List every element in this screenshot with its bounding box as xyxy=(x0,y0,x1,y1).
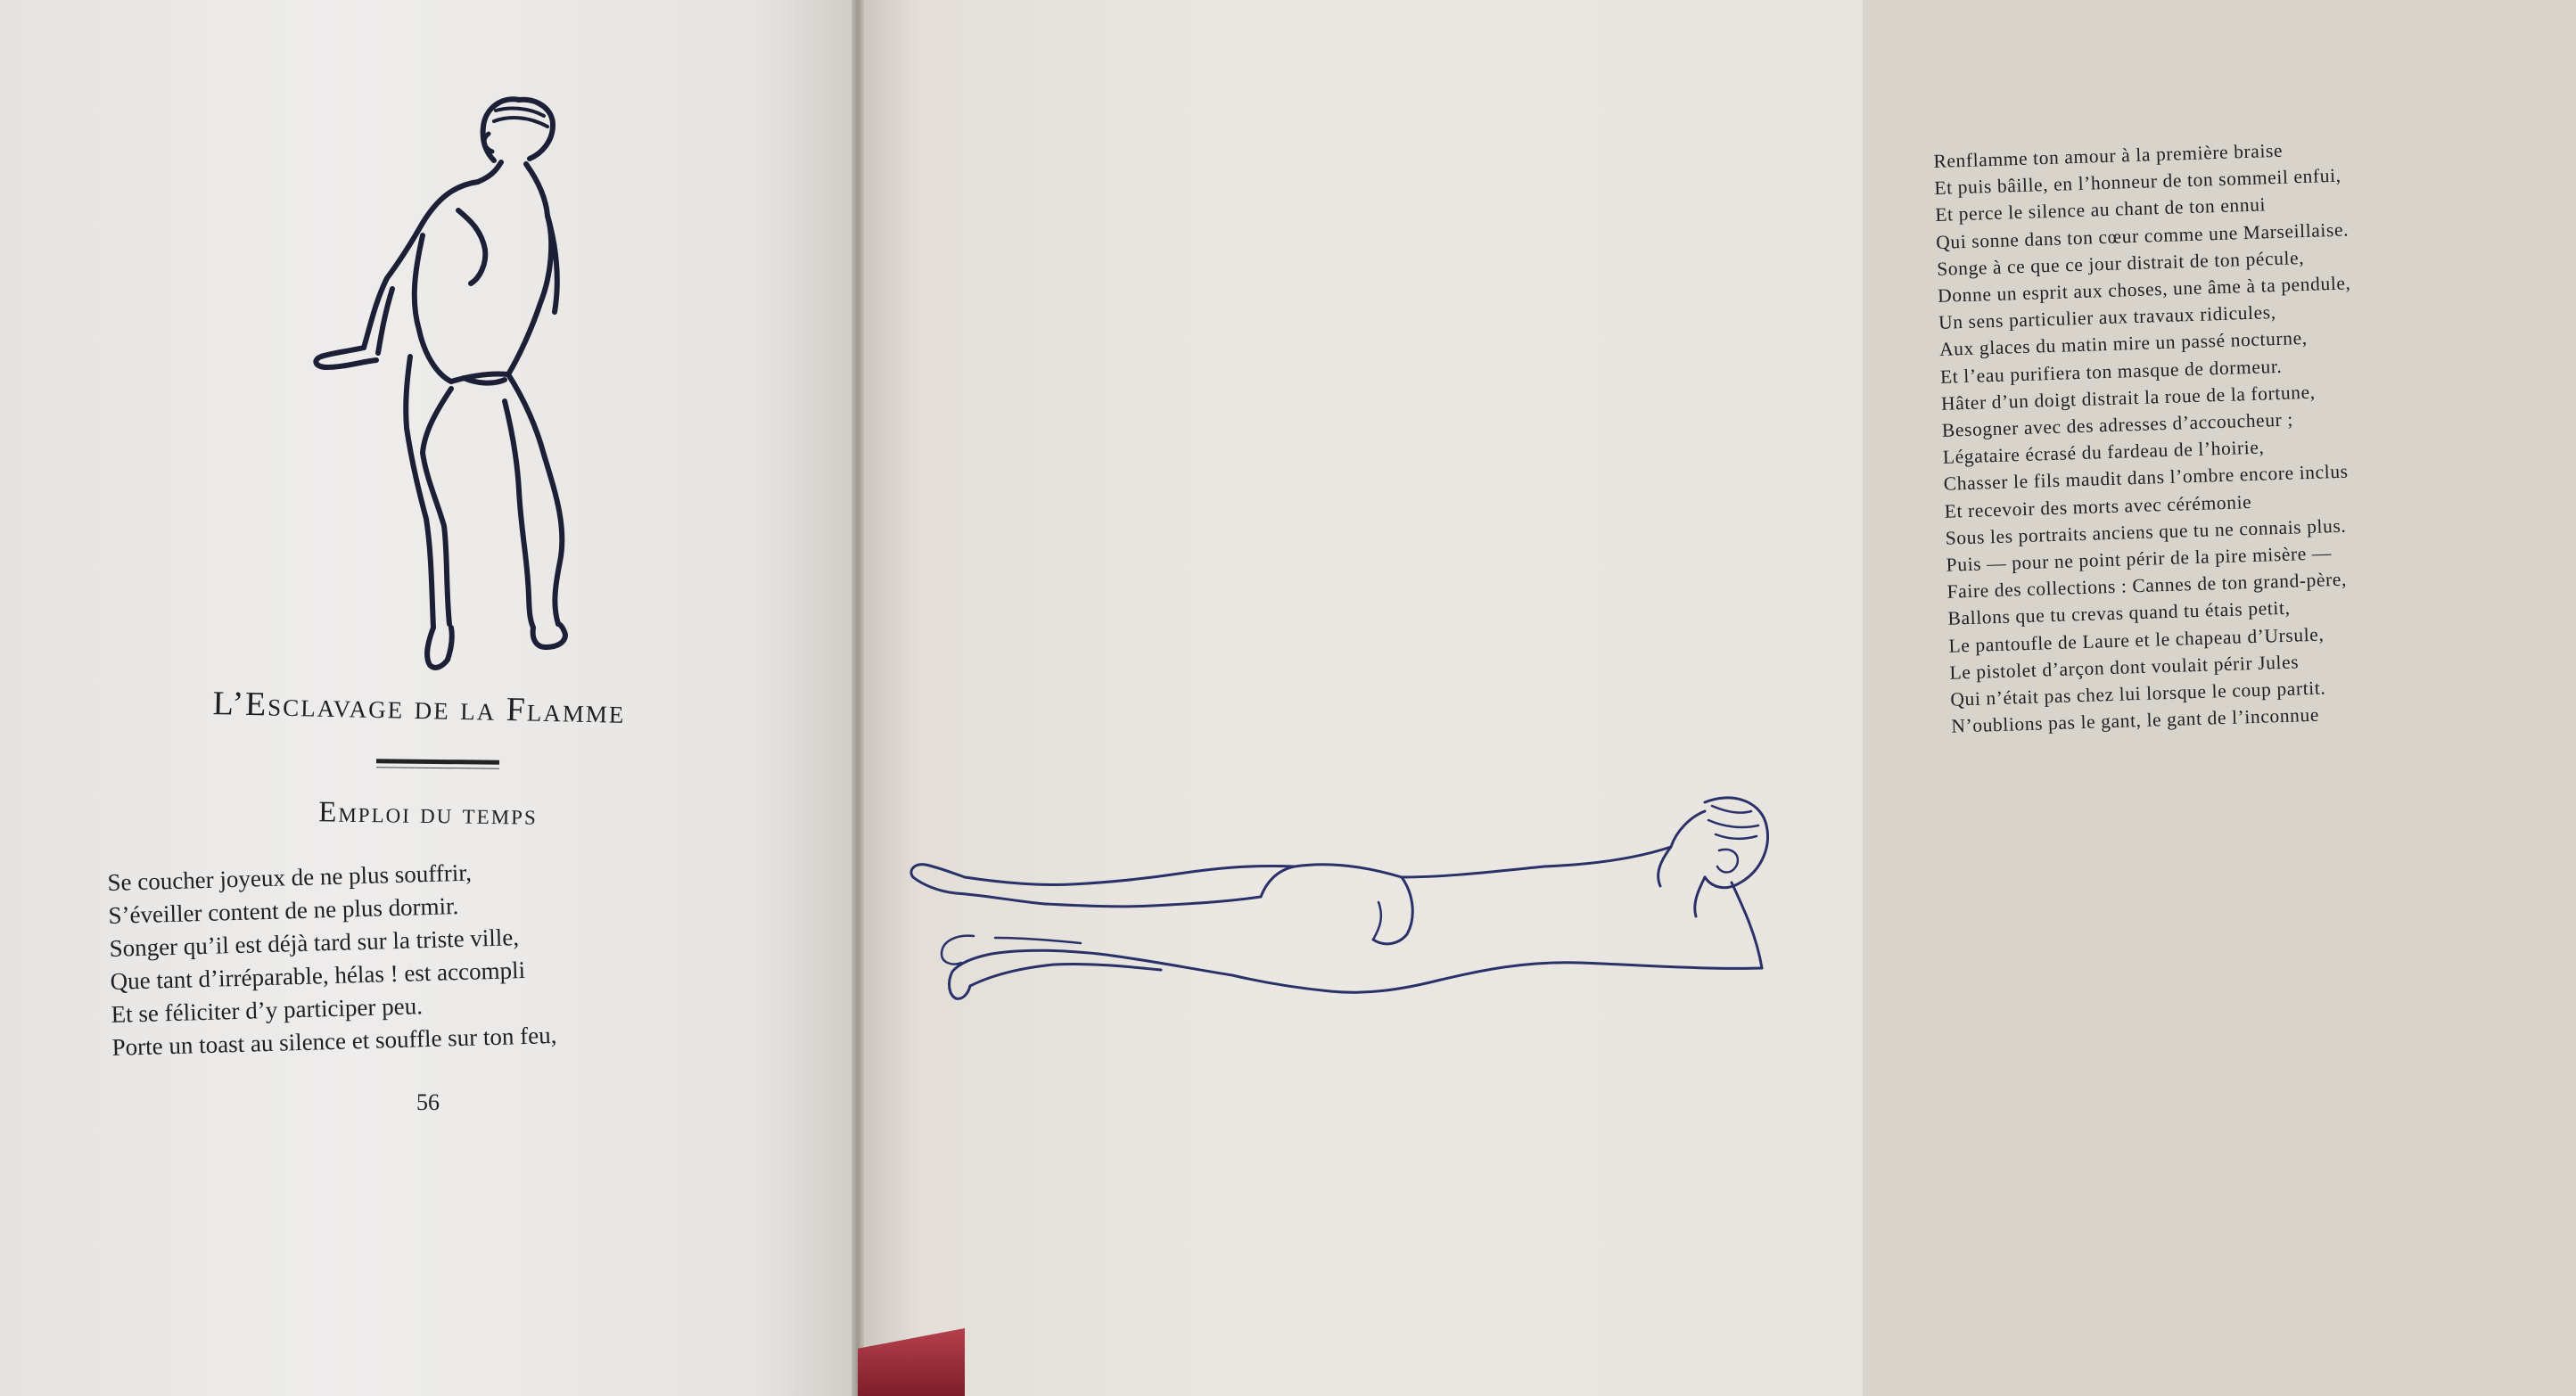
poem-title: Emploi du temps xyxy=(317,796,539,832)
verse-line: Et recevoir des morts avec cérémonie xyxy=(1944,490,2252,522)
reclining-figure-svg xyxy=(902,784,1794,1052)
book-gutter xyxy=(852,0,864,1396)
reclining-figure-drawing xyxy=(902,784,1794,1052)
right-page xyxy=(858,0,2351,1396)
verse-line: Chasser le fils maudit dans l’ombre encore inclus xyxy=(1943,460,2349,496)
verse-line: S’éveiller content de ne plus dormir. xyxy=(108,892,459,929)
verse-line: Et perce le silence au chant de ton ennui xyxy=(1934,193,2267,226)
verse-line: Sous les portraits anciens que tu ne connais plus. xyxy=(1945,514,2347,549)
verse-line: Se coucher joyeux de ne plus souffrir, xyxy=(107,858,473,896)
verse-line: Hâter d’un doigt distrait la roue de la fortune, xyxy=(1940,381,2317,415)
verse-line: Aux glaces du matin mire un passé nocturne, xyxy=(1938,327,2308,361)
verse-line: N’oublions pas le gant, le gant de l’inconnue xyxy=(1951,703,2320,737)
verse-line: Et se féliciter d’y participer peu. xyxy=(111,992,424,1028)
verse-line: Le pantoufle de Laure et le chapeau d’Ursule, xyxy=(1948,623,2325,657)
verse-line: Puis — pour ne point périr de la pire misère — xyxy=(1946,542,2333,576)
standing-figure-svg xyxy=(294,89,615,686)
standing-figure-drawing xyxy=(294,89,615,686)
verse-line: Songer qu’il est déjà tard sur la triste ville, xyxy=(109,924,520,962)
verse-line: Ballons que tu crevas quand tu étais petit, xyxy=(1947,597,2291,630)
verse-line: Un sens particulier aux travaux ridicules, xyxy=(1938,301,2276,334)
title-divider xyxy=(376,759,499,764)
left-page xyxy=(0,0,858,1396)
verse-line: Qui sonne dans ton cœur comme une Marseillaise. xyxy=(1935,218,2350,253)
page-number: 56 xyxy=(416,1089,440,1115)
verse-line: Songe à ce que ce jour distrait de ton pécule, xyxy=(1936,246,2305,280)
verse-line: Renflamme ton amour à la première braise xyxy=(1933,139,2284,172)
verse-line: Faire des collections : Cannes de ton grand-père, xyxy=(1946,568,2348,603)
verse-line: Et puis bâille, en l’honneur de ton sommeil enfui, xyxy=(1934,164,2341,200)
verse-line: Que tant d’irréparable, hélas ! est accompli xyxy=(110,956,526,995)
left-verse xyxy=(107,849,754,1064)
chapter-title: L’Esclavage de la Flamme xyxy=(212,685,626,731)
verse-line: Porte un toast au silence et souffle sur ton feu, xyxy=(111,1021,557,1061)
verse-line: Légataire écrasé du fardeau de l’hoirie, xyxy=(1942,436,2265,469)
verse-line: Donne un esprit aux choses, une âme à ta pendule, xyxy=(1937,272,2351,307)
verse-line: Et l’eau purifiera ton masque de dormeur. xyxy=(1939,355,2283,388)
right-verse xyxy=(1933,128,2576,740)
verse-line: Le pistolet d’arçon dont voulait périr Jules xyxy=(1949,651,2300,684)
verse-line: Besogner avec des adresses d’accoucheur ; xyxy=(1941,408,2294,441)
verse-line: Qui n’était pas chez lui lorsque le coup partit. xyxy=(1950,677,2326,710)
